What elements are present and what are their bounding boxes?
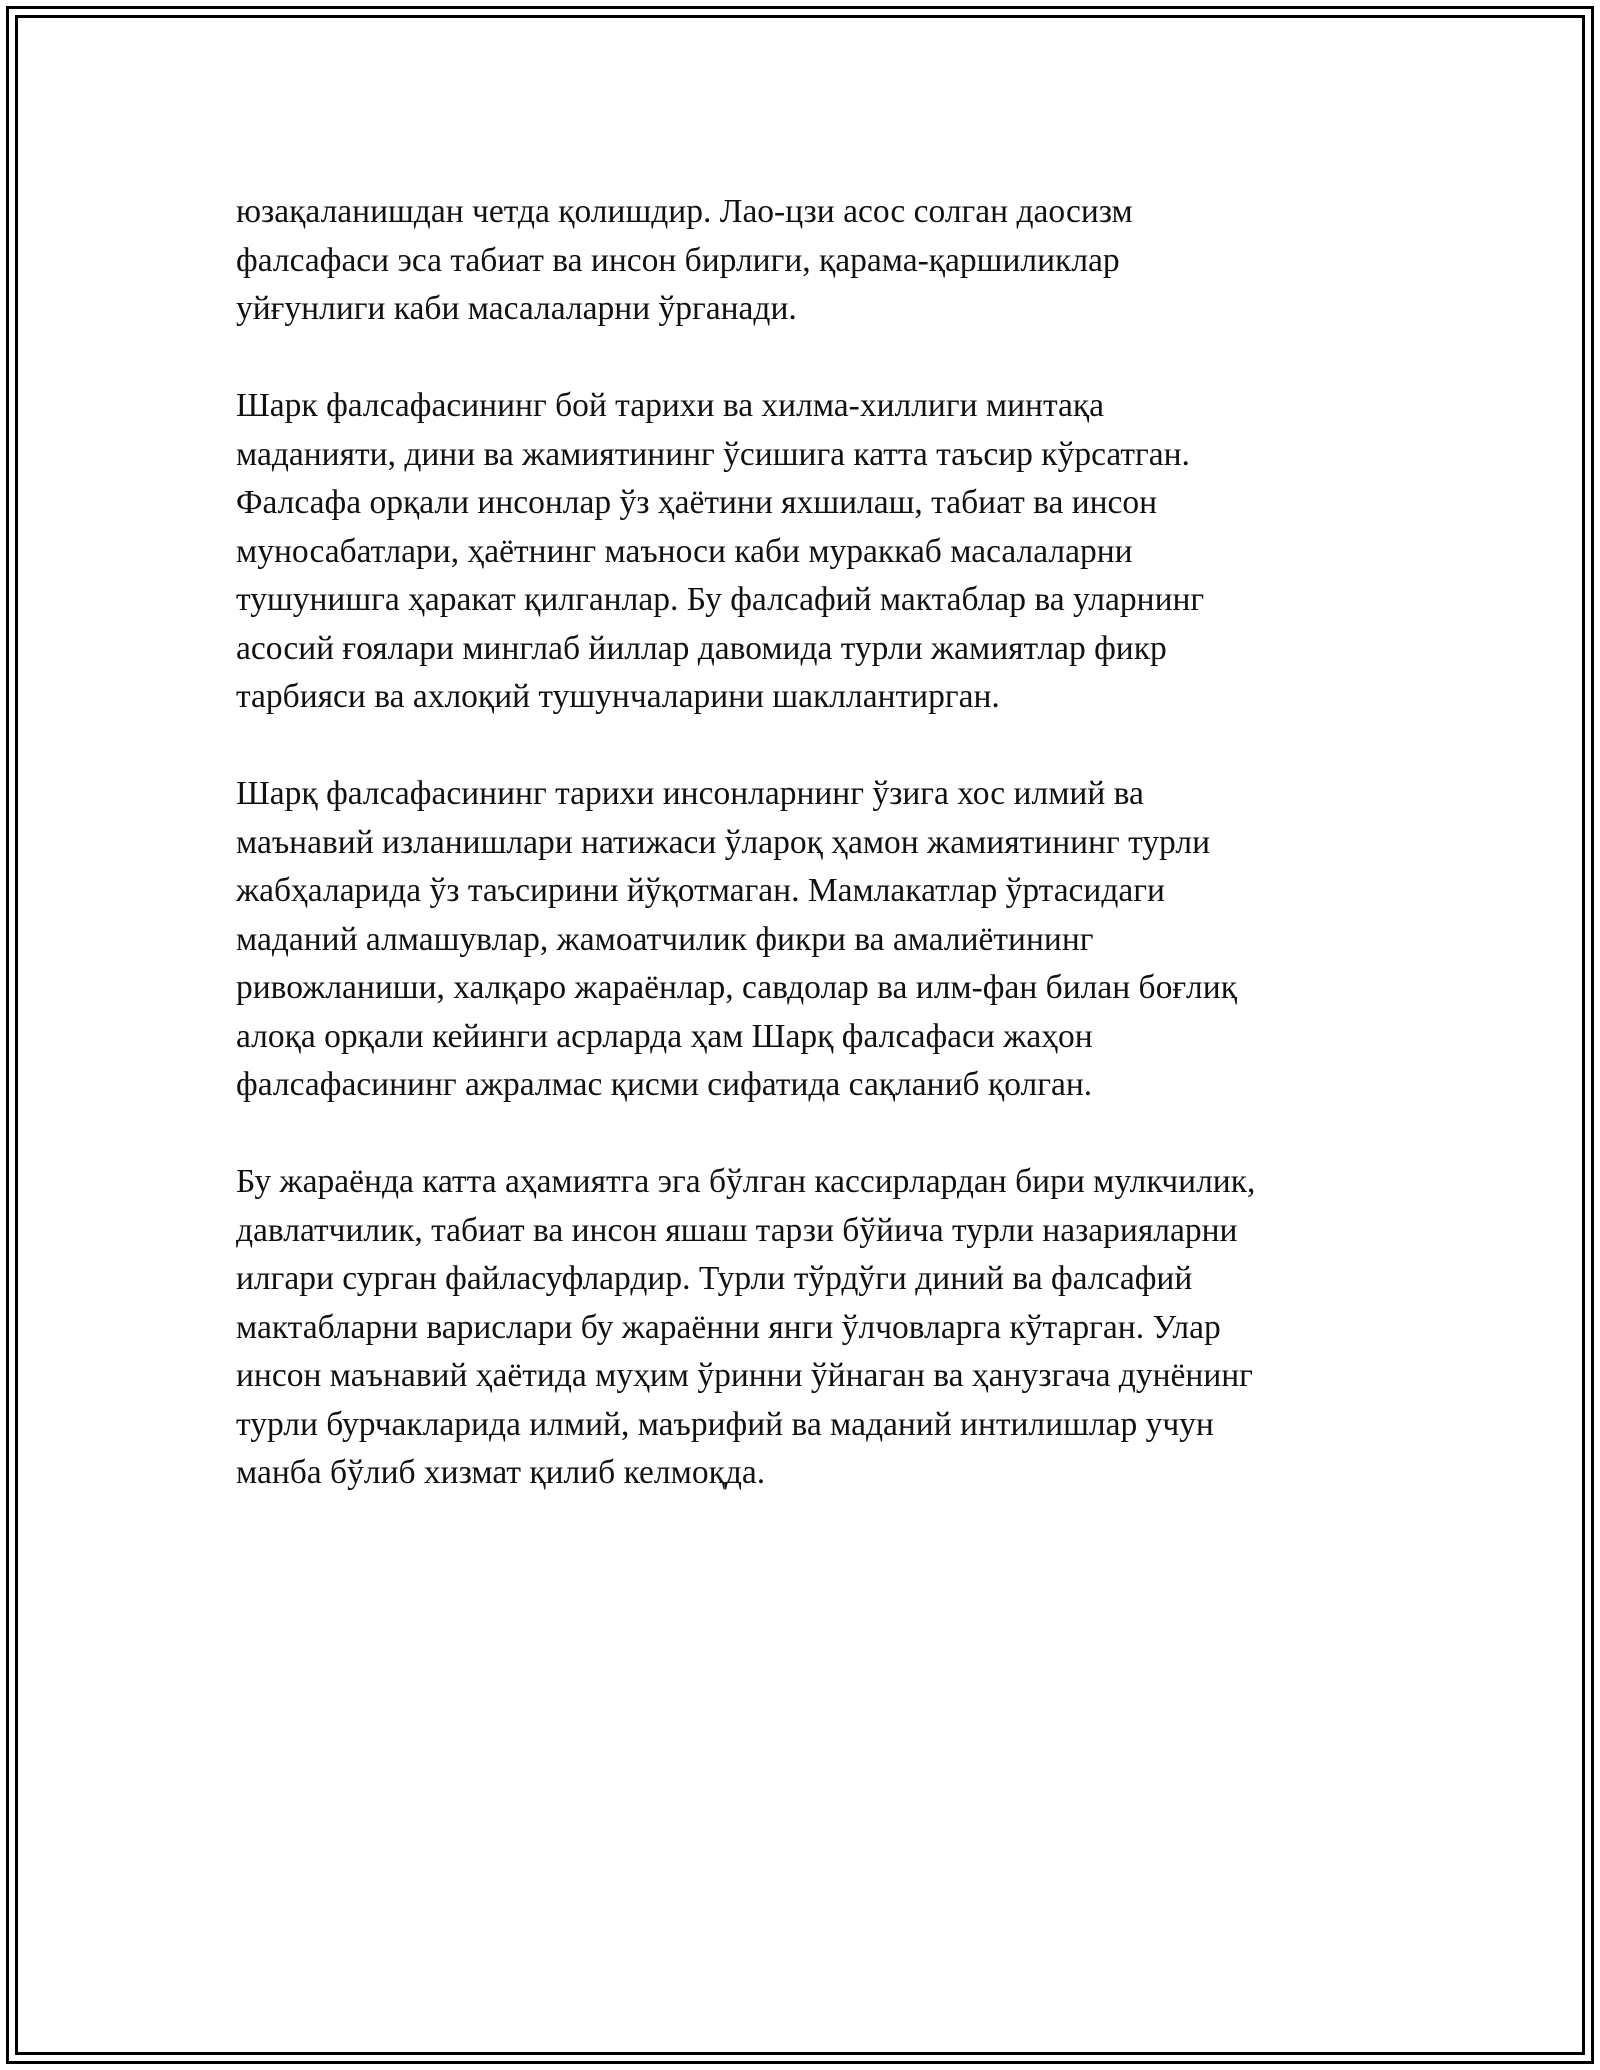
text-line: жабҳаларида ўз таъсирини йўқотмаган. Мамлакатлар ўртасидаги — [236, 872, 1165, 909]
text-line: инсон маънавий ҳаётида муҳим ўринни ўйнаган ва ҳанузгача дунёнинг — [236, 1357, 1253, 1394]
text-line: алоқа орқали кейинги асрларда ҳам Шарқ фалсафаси жаҳон — [236, 1017, 1093, 1055]
text-line: Шарқ фалсафасининг тарихи инсонларнинг ўзига хос илмий ва — [236, 775, 1144, 812]
text-line: тушунишга ҳаракат қилганлар. Бу фалсафий мактаблар ва уларнинг — [236, 581, 1205, 618]
text-line: маънавий изланишлари натижаси ўлароқ ҳамон жамиятининг турли — [236, 823, 1211, 861]
text-line: манба бўлиб хизмат қилиб келмоқда. — [236, 1454, 766, 1491]
text-line: маданияти, дини ва жамиятининг ўсишига катта таъсир кўрсатган. — [236, 435, 1190, 473]
paragraph-4 — [236, 1158, 1386, 1498]
paragraph-3 — [236, 770, 1386, 1110]
document-body — [236, 188, 1386, 1546]
text-line: маданий алмашувлар, жамоатчилик фикри ва амалиётининг — [236, 920, 1094, 958]
paragraph-2 — [236, 382, 1386, 722]
text-line: тарбияси ва ахлоқий тушунчаларини шакллантирган. — [236, 678, 1000, 715]
text-line: асосий ғоялари минглаб йиллар давомида турли жамиятлар фикр — [236, 629, 1167, 667]
text-line: юзақаланишдан четда қолишдир. Лао-цзи асос солган даосизм — [236, 193, 1133, 230]
text-line: мактабларни варислари бу жараённи янги ўлчовларга кўтарган. Улар — [236, 1308, 1221, 1346]
text-line: давлатчилик, табиат ва инсон яшаш тарзи бўйича турли назарияларни — [236, 1211, 1238, 1249]
text-line: фалсафасининг ажралмас қисми сифатида сақланиб қолган. — [236, 1066, 1093, 1103]
text-line: илгари сурган файласуфлардир. Турли тўрдўги диний ва фалсафий — [236, 1260, 1193, 1297]
text-line: муносабатлари, ҳаётнинг маъноси каби мураккаб масалаларни — [236, 532, 1133, 570]
text-line: ривожланиши, халқаро жараёнлар, савдолар ва илм-фан билан боғлиқ — [236, 969, 1237, 1006]
text-line: Бу жараёнда катта аҳамиятга эга бўлган кассирлардан бири мулкчилик, — [236, 1163, 1256, 1200]
text-line: фалсафаси эса табиат ва инсон бирлиги, қарама-қаршиликлар — [236, 241, 1120, 279]
paragraph-1 — [236, 188, 1386, 334]
text-line: Шарк фалсафасининг бой тарихи ва хилма-хиллиги минтақа — [236, 387, 1105, 424]
text-line: уйғунлиги каби масалаларни ўрганади. — [236, 290, 797, 327]
text-line: турли бурчакларида илмий, маърифий ва маданий интилишлар учун — [236, 1405, 1214, 1443]
text-line: Фалсафа орқали инсонлар ўз ҳаётини яхшилаш, табиат ва инсон — [236, 484, 1158, 521]
